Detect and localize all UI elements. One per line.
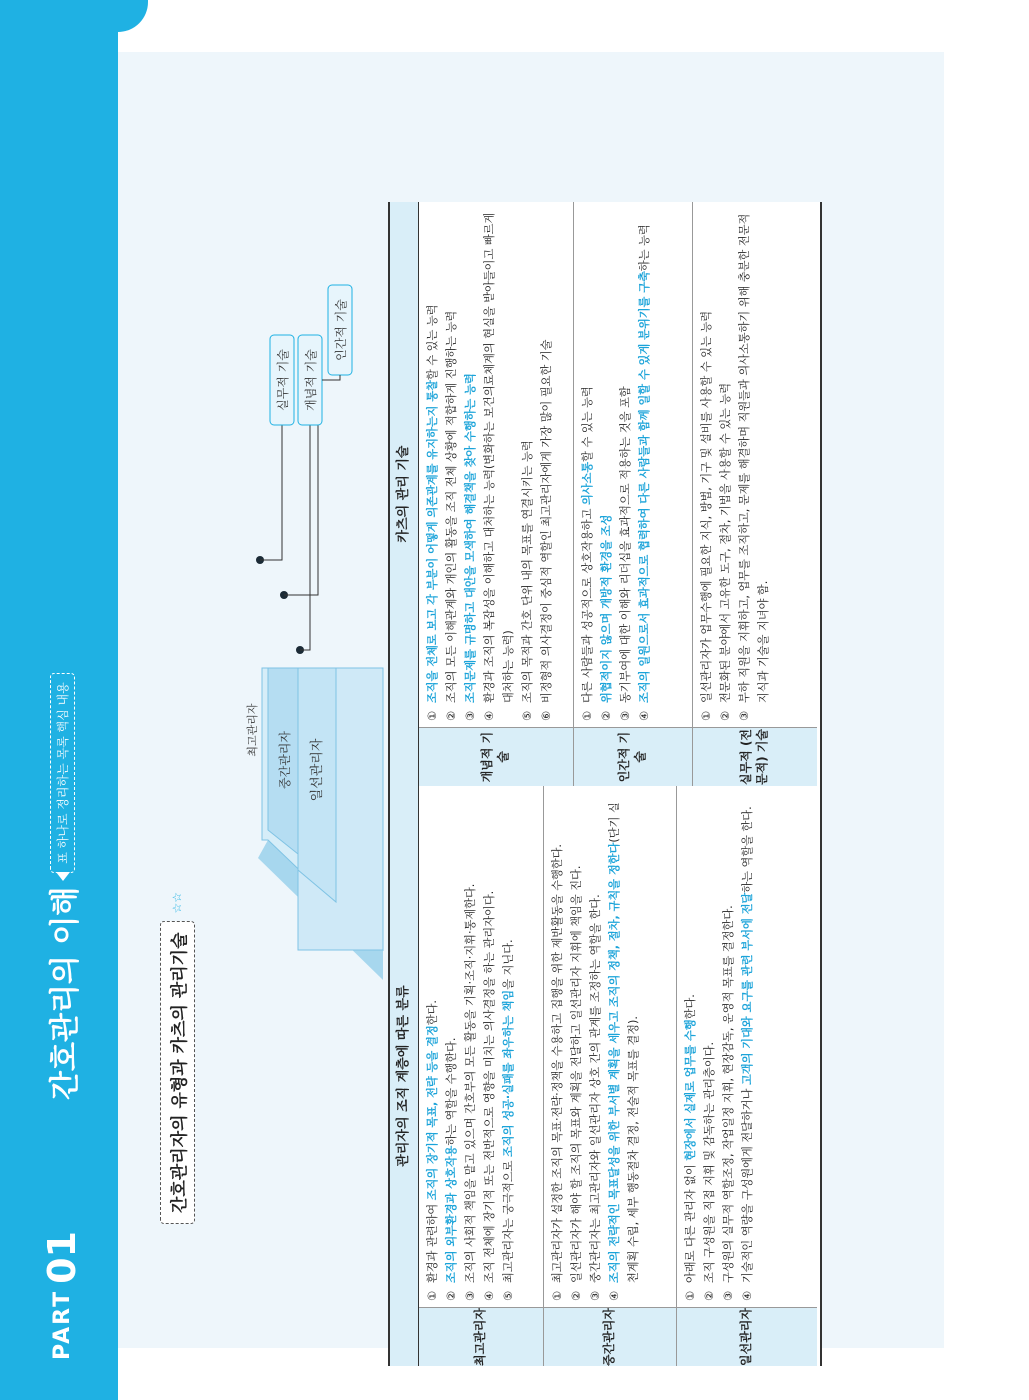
importance-stars: ☆☆ xyxy=(170,891,184,914)
row-label: 일선관리자 xyxy=(677,1307,817,1366)
list-item xyxy=(735,210,773,721)
table-row-line-manager xyxy=(677,786,817,1366)
pointer-arrow-icon xyxy=(56,872,70,881)
list-item xyxy=(442,210,461,721)
highlight-text: 조직을 전체로 보고 각 부분이 어떻게 의존관계를 유지하는지 통찰 xyxy=(426,380,439,703)
row-items xyxy=(544,786,676,1307)
item-text xyxy=(697,210,716,703)
skill-label-technical: 실무적 기술 xyxy=(276,349,290,411)
row-items xyxy=(419,202,573,727)
row-label: 개념적 기술 xyxy=(419,727,573,786)
item-number: ③ xyxy=(619,710,632,721)
list-item xyxy=(480,794,499,1301)
highlight-text: 의사소통 xyxy=(581,461,594,506)
list-item xyxy=(461,794,480,1301)
item-text-part: 환경과 관련하여 xyxy=(426,1200,439,1283)
item-text-part: 을 지닌다. xyxy=(502,939,515,990)
item-text-part: 일선관리자가 업무수행에 필요한 지식, 방법, 기구 및 설비를 사용할 수 있는 능력 xyxy=(700,310,713,703)
chapter-note xyxy=(50,673,75,872)
highlight-text: 조직문제를 규명하고 대안을 모색하여 해결책을 찾아 수행하는 능력 xyxy=(464,373,477,703)
rotated-content xyxy=(40,0,1029,1400)
list-item xyxy=(567,794,586,1301)
item-number: ② xyxy=(719,710,732,721)
item-text-part: 일선관리자가 해야 할 조직의 목표와 계획을 전달하고 일선관리자 지휘에 책임을 진다. xyxy=(570,865,583,1283)
item-number: ① xyxy=(684,1290,697,1301)
item-text-part: 환경과 조직의 복잡성을 이해하고 대처하는 능력(변화하는 보건의료체계의 현실을 받아들이고 빠르게 대처하는 능력) xyxy=(483,212,515,703)
item-text xyxy=(537,210,556,703)
item-number: ④ xyxy=(483,1290,496,1301)
list-item xyxy=(578,210,597,721)
item-number: ② xyxy=(445,1290,458,1301)
part-word: PART xyxy=(49,1289,75,1360)
row-items xyxy=(677,786,817,1307)
item-text-part: 비정형적 의사결정이 중심적 역할인 최고관리자에게 가장 많이 필요한 기술 xyxy=(540,339,553,703)
katz-table-header: 카츠의 관리 기술 xyxy=(390,202,419,786)
row-label: 중간관리자 xyxy=(544,1307,676,1366)
row-label: 실무적 (전문적) 기술 xyxy=(693,727,817,786)
item-text xyxy=(567,794,586,1283)
item-number: ② xyxy=(445,710,458,721)
highlight-text: 조직의 외부환경과 상호작용 xyxy=(445,1145,458,1283)
list-item xyxy=(605,794,643,1301)
item-number: ④ xyxy=(741,1290,754,1301)
list-item xyxy=(635,210,654,721)
item-text xyxy=(480,210,518,703)
item-text xyxy=(499,794,518,1283)
item-text-part: 전문화된 분야에서 고유한 도구, 절차, 기법을 사용할 수 있는 능력 xyxy=(719,382,732,703)
item-text xyxy=(719,794,738,1283)
list-item xyxy=(442,794,461,1301)
item-text xyxy=(735,210,773,703)
level-label-middle: 중간관리자 xyxy=(278,731,292,789)
katz-skills-table xyxy=(388,202,822,786)
item-text xyxy=(518,210,537,703)
item-text-part: 중간관리자는 최고관리자와 일선관리자 상호 간의 관계를 조정하는 역할을 한다. xyxy=(589,894,602,1283)
item-text xyxy=(605,794,643,1283)
item-text xyxy=(442,794,461,1283)
item-number: ④ xyxy=(483,710,496,721)
item-text-part: 조직의 사회적 책임을 맡고 있으며 간호부의 모든 활동을 기획·조직·지휘·통제한다. xyxy=(464,883,477,1283)
highlight-text: 조직의 일원으로서 효과적으로 협력하여 다른 사람들과 함께 일할 수 있게 분위기를 구축 xyxy=(638,271,651,703)
item-text-part: 조직 구성원을 직접 지휘 및 감독하는 관리층이다. xyxy=(703,1041,716,1283)
row-items xyxy=(693,202,817,727)
item-text-part: 조직의 모든 이해관계와 개인의 활동을 조직 전체 상황에 적합하게 진행하는 능력 xyxy=(445,310,458,703)
item-number: ⑥ xyxy=(540,710,553,721)
item-number: ③ xyxy=(464,1290,477,1301)
item-text xyxy=(738,794,757,1283)
item-number: ③ xyxy=(738,710,751,721)
item-number: ⑤ xyxy=(502,1290,515,1301)
item-text-part: 하는 역할을 수행한다. xyxy=(445,1037,458,1146)
item-number: ① xyxy=(581,710,594,721)
highlight-text: 조직의 장기적 목표, 전략 등을 결정 xyxy=(426,1025,439,1201)
table-row-top-manager xyxy=(419,786,544,1366)
item-text-part: 하는 역할을 한다. xyxy=(741,806,754,893)
item-text-part: 최고관리자가 설정한 조직의 목표·전략·정책을 수용하고 집행을 위한 제반활동을 수행한다. xyxy=(551,844,564,1283)
section-title: 간호관리자의 유형과 카츠의 관리기술 xyxy=(160,921,195,1224)
item-text-part: 동기부여에 대한 이해와 리더십을 효과적으로 적용하는 것을 포함 xyxy=(619,386,632,703)
list-item xyxy=(586,794,605,1301)
part-label xyxy=(6,1231,118,1360)
pyramid-diagram xyxy=(198,280,388,980)
list-item xyxy=(423,210,442,721)
item-text xyxy=(597,210,616,703)
item-text xyxy=(586,794,605,1283)
level-label-top: 최고관리자 xyxy=(246,703,259,757)
item-number: ⑤ xyxy=(521,710,534,721)
item-number: ① xyxy=(426,1290,439,1301)
item-number: ③ xyxy=(464,710,477,721)
connector-line-4 xyxy=(322,375,340,380)
skill-label-human: 인간적 기술 xyxy=(334,299,348,361)
list-item xyxy=(461,210,480,721)
list-item xyxy=(423,794,442,1301)
item-text-part: (단기 실천계획 수립, 세부 행동절차 결정, 전술적 목표를 결정). xyxy=(608,802,640,1283)
item-text-part: 최고관리자는 궁극적으로 xyxy=(502,1157,515,1283)
item-text-part: 조직 전체에 장기적 또는 전반적으로 영향을 미치는 의사결정을 하는 관리자이다. xyxy=(483,890,496,1283)
item-number: ① xyxy=(700,710,713,721)
item-text-part: 아래로 다른 관리자 없이 xyxy=(684,1160,697,1283)
row-label: 인간적 기술 xyxy=(574,727,692,786)
item-text-part: 한다. xyxy=(684,994,697,1020)
item-text xyxy=(635,210,654,703)
connector-line-2 xyxy=(284,420,318,595)
item-text xyxy=(480,794,499,1283)
row-items xyxy=(574,202,692,727)
item-text xyxy=(548,794,567,1283)
item-text xyxy=(700,794,719,1283)
chapter-header xyxy=(6,673,118,1100)
item-text xyxy=(578,210,597,703)
chapter-note-text: 표 하나로 정리하는 목록 핵심 내용 xyxy=(55,682,70,864)
highlight-text: 조직의 전략적인 목표달성을 위한 부서별 계획을 세우고 조직의 정책, 절차, 규칙을 정한다 xyxy=(608,842,621,1283)
list-item xyxy=(616,210,635,721)
list-item xyxy=(480,210,518,721)
connector-line-1 xyxy=(300,420,310,650)
connector-line-3 xyxy=(260,420,282,560)
item-text xyxy=(461,794,480,1283)
level-label-bottom: 일선관리자 xyxy=(310,738,325,802)
table-row-middle-manager xyxy=(544,786,677,1366)
item-text-part: 다른 사람들과 성공적으로 상호작용하고 xyxy=(581,505,594,703)
highlight-text: 조직의 성공·실패를 좌우하는 책임 xyxy=(502,989,515,1157)
highlight-text: 현장에서 실제로 업무를 수행 xyxy=(684,1019,697,1161)
section-heading xyxy=(160,892,194,1224)
item-number: ② xyxy=(570,1290,583,1301)
list-item xyxy=(499,794,518,1301)
row-label: 최고관리자 xyxy=(419,1307,543,1366)
item-number: ③ xyxy=(722,1290,735,1301)
item-number: ② xyxy=(703,1290,716,1301)
item-text xyxy=(423,210,442,703)
item-text-part: 한다. xyxy=(426,1000,439,1026)
item-text xyxy=(423,794,442,1283)
chapter-title: 간호관리의 이해 xyxy=(48,886,83,1100)
list-item xyxy=(719,794,738,1301)
item-number: ① xyxy=(426,710,439,721)
table-row-technical xyxy=(693,202,817,786)
item-text-part: 기술적인 역량을 구성원에게 전달하거나 xyxy=(741,1085,754,1283)
highlight-text: 위협적이지 않으며 개방적 환경을 조성 xyxy=(600,514,613,703)
item-text-part: 부하 직원을 지휘하고, 업무를 조직하고, 문제를 해결하며 직원들과 의사소통하기 위해 충분한 전문적 지식과 기술을 지녀야 함. xyxy=(738,213,770,703)
list-item xyxy=(738,794,757,1301)
row-items xyxy=(419,786,543,1307)
list-item xyxy=(518,210,537,721)
list-item xyxy=(700,794,719,1301)
item-number: ③ xyxy=(589,1290,602,1301)
list-item xyxy=(548,794,567,1301)
table-row-human xyxy=(574,202,693,786)
item-text-part: 구성원의 실무적 역할조정, 작업일정 지휘, 현장감독, 운영적 목표를 결정한다. xyxy=(722,905,735,1283)
list-item xyxy=(681,794,700,1301)
item-text xyxy=(681,794,700,1283)
item-number: ④ xyxy=(638,710,651,721)
list-item xyxy=(537,210,556,721)
list-item xyxy=(597,210,616,721)
list-item xyxy=(716,210,735,721)
item-text-part: 하는 능력 xyxy=(638,224,651,272)
item-number: ② xyxy=(600,710,613,721)
item-text xyxy=(461,210,480,703)
item-text xyxy=(442,210,461,703)
item-number: ④ xyxy=(608,1290,621,1301)
item-number: ① xyxy=(551,1290,564,1301)
list-item xyxy=(697,210,716,721)
highlight-text: 고객의 기대와 요구를 관련 부서에 전달 xyxy=(741,892,754,1086)
item-text xyxy=(616,210,635,703)
item-text-part: 할 수 있는 능력 xyxy=(581,386,594,462)
item-text-part: 조직의 목적과 간호 단위 내의 목표를 연결시키는 능력 xyxy=(521,440,534,703)
manager-level-table xyxy=(388,786,822,1366)
part-number: 01 xyxy=(40,1231,84,1284)
item-text xyxy=(716,210,735,703)
skill-label-conceptual: 개념적 기술 xyxy=(304,349,318,411)
item-text-part: 할 수 있는 능력 xyxy=(426,304,439,381)
table-row-conceptual xyxy=(419,202,574,786)
manager-table-header: 관리자의 조직 계층에 따른 분류 xyxy=(390,786,419,1366)
